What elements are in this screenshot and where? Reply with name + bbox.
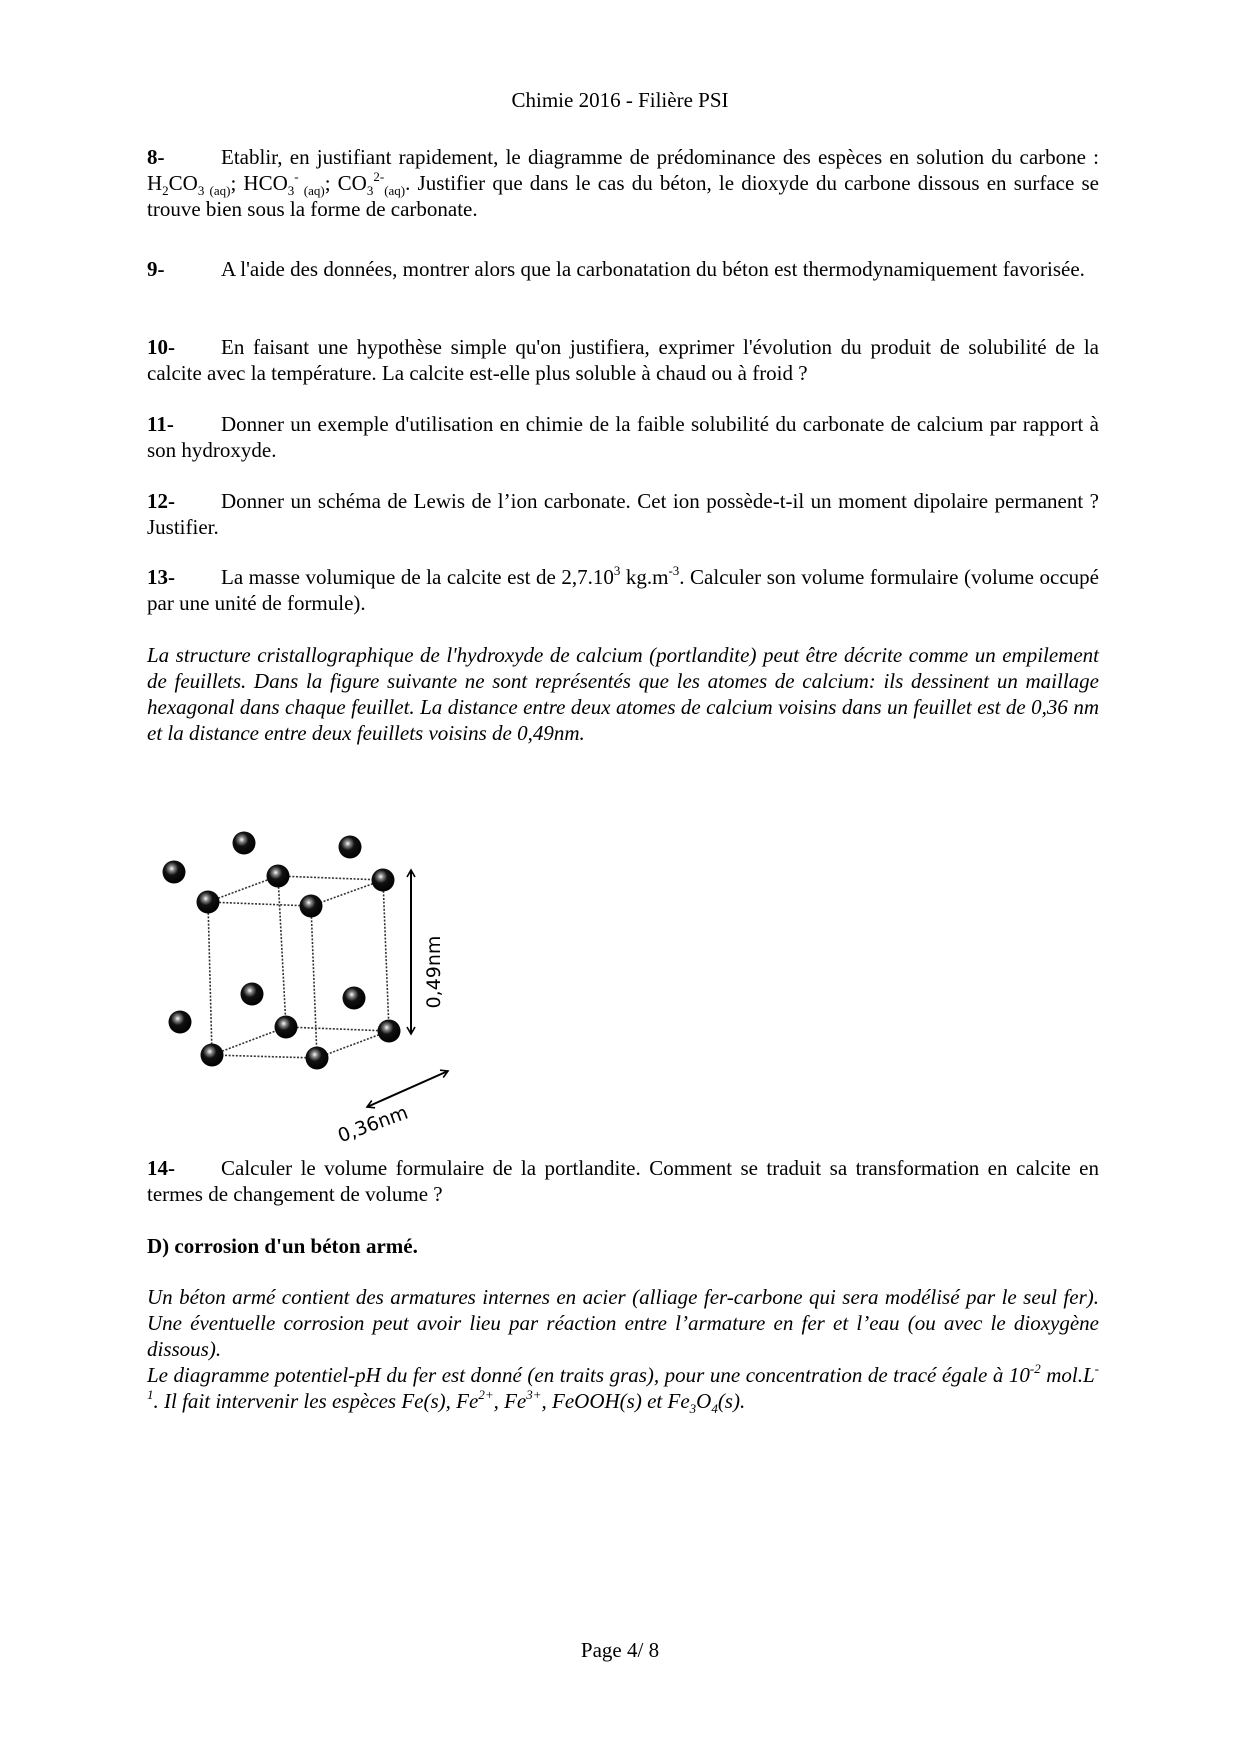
cell-edge (317, 1031, 389, 1058)
question-13 (147, 564, 1099, 616)
question-11 (147, 411, 1099, 463)
question-number: 9- (147, 257, 165, 281)
question-text: La masse volumique de la calcite est de 2,7.10$^3$ $kg.m^{-3}$. Calculer son volume formulaire (volume occupé par une unité de formule). (147, 563, 1099, 615)
calcium-atom (267, 865, 290, 888)
cell-edge (286, 1027, 389, 1031)
cell-edge (383, 880, 389, 1031)
calcium-atom (197, 891, 220, 914)
calcium-atom (372, 869, 395, 892)
question-10 (147, 334, 1099, 386)
width-label: 0,36nm (334, 1101, 411, 1148)
section-d-paragraph-1: Un béton armé contient des armatures internes en acier (alliage fer-carbone qui sera modélisé par le seul fer). Une éventuelle corrosion peut avoir lieu par réaction entre l’armature en fer et l’eau (ou avec le dioxygène dissous). (147, 1285, 1099, 1361)
calcium-atom (201, 1044, 224, 1067)
calcium-atom (339, 836, 362, 859)
question-text: Donner un schéma de Lewis de l’ion carbonate. Cet ion possède-t-il un moment dipolaire permanent ? Justifier. (147, 489, 1099, 539)
cell-edges (208, 876, 389, 1058)
calcium-atom (241, 983, 264, 1006)
cell-edge (212, 1055, 317, 1058)
page-header: Chimie 2016 - Filière PSI (511, 88, 729, 112)
question-text: Etablir, en justifiant rapidement, le diagramme de prédominance des espèces en solution du carbone : $H_2CO_{3 (aq)}$; $HCO_3^-$ $_{(aq)}$; $CO_3^{2-}_{(aq)}$. Justifier que dans le cas du béton, le dioxyde du carbone dissous en surface se trouve bien sous la forme de carbonate. (147, 145, 1099, 221)
question-9 (147, 256, 1099, 282)
calcium-atom (300, 895, 323, 918)
question-text: Donner un exemple d'utilisation en chimie de la faible solubilité du carbonate de calcium par rapport à son hydroxyde. (147, 412, 1099, 462)
question-number: 11- (147, 412, 174, 436)
height-label: 0,49nm (423, 935, 445, 1009)
question-number: 14- (147, 1156, 175, 1180)
cell-edge (311, 906, 317, 1058)
question-text: Calculer le volume formulaire de la portlandite. Comment se traduit sa transformation en calcite en termes de changement de volume ? (147, 1156, 1099, 1206)
question-8 (147, 144, 1099, 222)
calcium-atom (169, 1011, 192, 1034)
section-d-title: D) corrosion d'un béton armé. (147, 1234, 418, 1258)
cell-edge (278, 876, 286, 1027)
question-number: 8- (147, 145, 165, 169)
question-number: 13- (147, 565, 175, 589)
calcium-atom (275, 1016, 298, 1039)
calcium-atoms (163, 832, 401, 1070)
question-text: A l'aide des données, montrer alors que la carbonatation du béton est thermodynamiquement favorisée. (221, 257, 1085, 281)
page-number: Page 4/ 8 (580, 1638, 660, 1662)
section-d-paragraph-2: Le diagramme potentiel-pH du fer est donné (en traits gras), pour une concentration de tracé égale à $10^{-2}$ $mol.L^{-1}$. Il fait intervenir les espèces Fe(s), $Fe^{2+}$, $Fe^{3+}$, FeOOH(s) et $Fe_3O_4(s)$. (147, 1361, 1099, 1416)
calcium-atom (306, 1047, 329, 1070)
question-text: En faisant une hypothèse simple qu'on justifiera, exprimer l'évolution du produit de solubilité de la calcite avec la température. La calcite est-elle plus soluble à chaud ou à froid ? (147, 335, 1099, 385)
width-dimension-arrow (367, 1071, 448, 1107)
cell-edge (208, 902, 212, 1055)
portlandite-intro: La structure cristallographique de l'hydroxyde de calcium (portlandite) peut être décrite comme un empilement de feuillets. Dans la figure suivante ne sont représentés que les atomes de calcium: ils dessinent un maillage hexagonal dans chaque feuillet. La distance entre deux atomes de calcium voisins dans un feuillet est de 0,36 nm et la distance entre deux feuillets voisins de 0,49nm. (147, 643, 1099, 745)
cell-edge (212, 1027, 286, 1055)
calcium-atom (163, 861, 186, 884)
question-14 (147, 1155, 1099, 1207)
calcium-atom (233, 832, 256, 855)
question-12 (147, 488, 1099, 540)
question-number: 10- (147, 335, 175, 359)
calcium-atom (378, 1020, 401, 1043)
cell-edge (278, 876, 383, 880)
cell-edge (208, 902, 311, 906)
question-number: 12- (147, 489, 175, 513)
calcium-atom (343, 987, 366, 1010)
